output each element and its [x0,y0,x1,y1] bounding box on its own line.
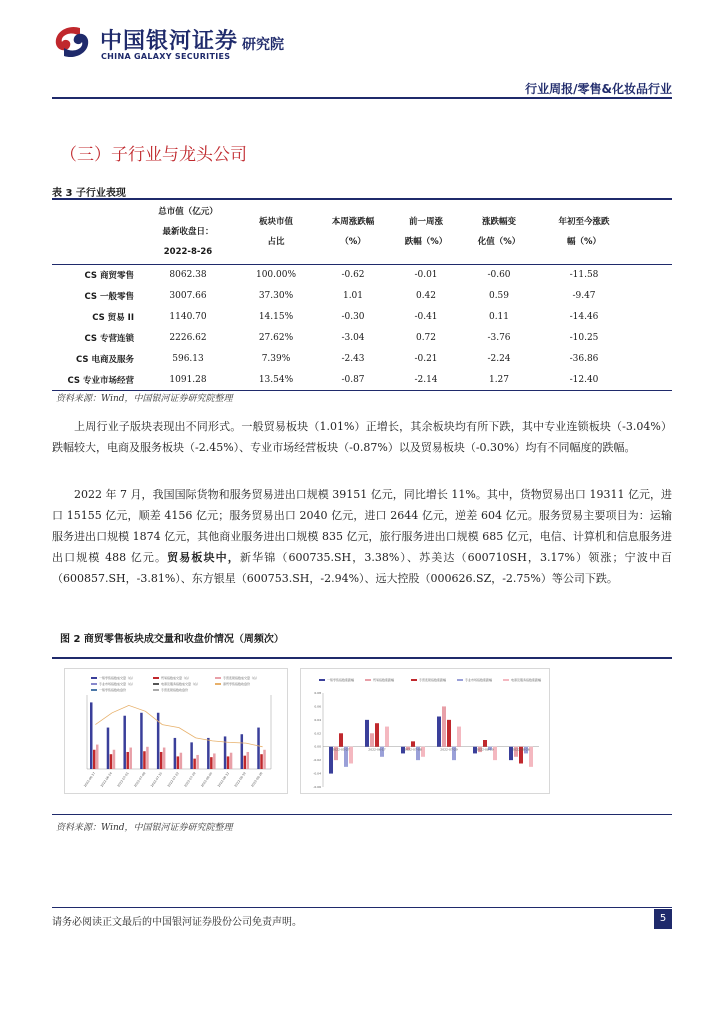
cell-prev: -0.21 [414,354,438,364]
report-category: 行业周报/零售&化妆品行业 [525,82,672,96]
legend-swatch [153,683,159,685]
figure-bottom-rule [52,814,672,815]
cell-delta: -3.76 [487,333,511,343]
cell-mcap: 3007.66 [169,291,207,301]
cell-mcap: 8062.38 [169,270,207,281]
volume-bar [143,751,146,769]
cell-ytd: -9.47 [572,291,596,301]
cell-week: -0.87 [341,374,365,385]
cell-name: CS 专业市场经营 [67,375,134,386]
x-tick-label: 2022-07-08 [404,747,422,752]
cell-name: CS 专营连锁 [84,334,134,344]
header-share-line1: 板块市值 [258,217,293,227]
header-delta [462,199,536,265]
legend-swatch [91,689,97,691]
cell-name: CS 电商及服务 [76,355,134,365]
legend-swatch [91,677,97,679]
header-prev [390,199,462,265]
table-header-row [52,199,672,265]
disclaimer-note: 请务必阅读正文最后的中国银河证券股份公司免责声明。 [52,917,302,928]
y-tick-label: 0.08 [314,691,321,695]
figure-caption: 图 2 商贸零售板块成交量和收盘价情况（周频次） [60,634,284,645]
x-tick-label: 2022-05-27 [332,747,350,752]
volume-bar [129,748,132,769]
legend-swatch [457,679,463,681]
table-row [52,349,672,370]
volume-bar [107,728,110,769]
volume-bar [126,752,129,769]
volume-bar [180,753,183,769]
figure-source: 资料来源：Wind，中国银河证券研究院整理 [56,823,233,833]
volume-bar [123,716,126,769]
cell-mcap: 596.13 [172,354,204,364]
table-source: 资料来源：Wind，中国银河证券研究院整理 [56,394,233,404]
cell-mcap: 1140.70 [169,312,207,322]
paragraph2-bold: 贸易板块中， [167,551,240,564]
legend-swatch [215,683,221,685]
cell-week: -3.04 [341,333,365,343]
cell-spacer [632,349,672,370]
logo-english-name: CHINA GALAXY SECURITIES [101,52,231,61]
volume-bar [230,753,233,769]
volume-bar [196,755,199,769]
x-tick-label: 2022-07-22 [166,771,180,788]
cell-prev: 0.72 [415,333,437,343]
table-row [52,328,672,349]
cell-week: -2.43 [341,354,365,364]
change-bar [339,733,343,746]
header-share-line2: 占比 [267,237,285,247]
cell-ytd: -14.46 [569,312,599,322]
volume-bar [224,736,227,769]
cell-prev: -2.14 [414,374,438,385]
change-bar [370,733,374,746]
legend-label: 电商及服务指数成交量（右） [161,682,201,686]
y-tick-label: 0.04 [314,717,321,722]
logo-chinese-name: 中国银河证券 [100,29,239,54]
subsector-table [52,198,672,391]
y-tick-label: 0.00 [314,744,321,749]
volume-bar [177,756,180,769]
cell-ytd: -12.40 [569,374,599,385]
x-tick-label: 2022-08-26 [512,747,530,752]
close-price-line [95,705,262,746]
header-divider [52,97,672,99]
volume-bar [193,759,196,769]
volume-bar [140,713,143,769]
legend-swatch [319,679,325,681]
volume-bar [260,754,263,769]
legend-label: 电商及服务指数涨跌幅 [511,678,542,682]
legend-label: 贸易指数成交量（右） [161,676,192,680]
cell-spacer [632,328,672,349]
x-tick-label: 2022-06-17 [368,747,386,752]
cell-ytd: -10.25 [569,333,599,343]
legend-label: 专业市场指数成交量（右） [99,682,136,686]
header-ytd [536,199,632,265]
section-title: （三）子行业与龙头公司 [60,145,247,165]
volume-bar [90,702,93,769]
cell-name: CS 贸易 II [92,313,134,323]
cell-week: 1.01 [342,291,364,301]
cell-share: 13.54% [258,374,294,385]
change-bar [442,706,446,746]
change-bar [385,727,389,747]
volume-bar [190,742,193,769]
volume-bar [113,750,116,769]
x-tick-label: 2022-07-15 [149,771,164,788]
change-bar [365,720,369,747]
legend-label: 专营连锁指数涨跌幅 [419,678,447,682]
x-tick-label: 2022-07-01 [116,771,130,788]
y-tick-label: -0.02 [313,758,321,763]
legend-label: 商贸零售指数收盘价 [223,682,251,686]
x-tick-label: 2022-07-29 [440,747,458,752]
volume-bar [160,752,163,769]
y-tick-label: -0.06 [313,785,321,789]
volume-bar [227,756,230,769]
change-bar [457,727,461,747]
cell-delta: 0.59 [488,291,510,301]
legend-label: 贸易指数涨跌幅 [373,678,395,682]
volume-bar [110,754,113,769]
legend-swatch [503,679,509,681]
header-delta-line2: 化值（%） [477,237,521,247]
x-tick-label: 2022-06-17 [82,771,97,788]
volume-bar [247,752,250,769]
cell-prev: -0.41 [414,312,438,322]
legend-label: 一般零售指数涨跌幅 [327,678,355,682]
header-mcap [140,199,236,265]
cell-delta: -0.60 [487,270,511,281]
figure-top-rule [52,657,672,659]
cell-prev: -0.01 [414,270,438,281]
page-number: 5 [654,909,672,929]
header-week-line1: 本周涨跌幅 [331,217,375,227]
cell-share: 27.62% [258,333,294,343]
galaxy-logo-icon [50,22,94,62]
table-caption: 表 3 子行业表现 [52,188,126,199]
volume-bar [146,747,149,769]
volume-bar [244,756,247,769]
volume-bar [241,734,244,769]
chart-volume-close [64,668,288,794]
legend-swatch [153,689,159,691]
cell-spacer [632,307,672,328]
x-tick-label: 2022-08-05 [199,771,214,788]
x-tick-label: 2022-06-24 [99,771,113,788]
legend-label: 专营连锁指数成交量（右） [223,676,260,680]
paragraph2-text-b: 新华锦（600735.SH，3.38%）、苏美达（600710SH，3.17%）领涨；宁波中百（600857.SH，-3.81%）、东方银星（600753.SH，-2.94%）、远大控股（000626.SZ，-2.75%）等公司下跌。 [52,551,673,585]
table-row [52,265,672,286]
header-week-line2: （%） [340,237,366,247]
x-tick-label: 2022-08-19 [233,771,247,788]
x-tick-label: 2022-07-29 [183,771,197,788]
x-tick-label: 2022-08-19 [476,747,494,752]
header-mcap-line3: 2022-8-26 [163,247,213,257]
table-row [52,286,672,307]
change-bar [447,720,451,747]
volume-bar [174,738,177,769]
logo-institute: 研究院 [242,37,284,53]
y-tick-label: -0.04 [313,771,321,776]
y-tick-label: 0.02 [314,731,321,736]
cell-ytd: -36.86 [569,354,599,364]
legend-swatch [365,679,371,681]
paragraph-subsector-performance [52,416,672,458]
header-share [236,199,316,265]
volume-bar [96,745,99,769]
cell-delta: -2.24 [487,354,511,364]
cell-spacer [632,265,672,286]
legend-swatch [411,679,417,681]
volume-bar [163,748,166,769]
volume-bar [210,757,213,769]
cell-share: 100.00% [255,270,297,281]
legend-label: 专营连锁指数收盘价 [161,688,189,692]
legend-label: 一般零售指数收盘价 [99,688,127,692]
header-spacer [632,199,672,265]
legend-swatch [91,683,97,685]
x-tick-label: 2022-08-26 [250,771,264,788]
volume-bar [257,728,260,769]
volume-bar [93,750,96,769]
header-ytd-line2: 幅（%） [566,237,602,247]
cell-mcap: 1091.28 [169,374,207,385]
cell-name: CS 商贸零售 [84,271,134,282]
change-bar [437,717,441,747]
footer-divider [52,907,672,908]
header-ytd-line1: 年初至今涨跌 [558,217,610,227]
header-week [316,199,390,265]
change-bar [483,740,487,747]
cell-spacer [632,286,672,307]
header-mcap-line2: 最新收盘日： [162,227,214,237]
cell-share: 37.30% [258,291,294,301]
chart-weekly-change-svg [301,669,551,795]
cell-share: 7.39% [261,354,291,364]
cell-ytd: -11.58 [569,270,599,281]
cell-share: 14.15% [258,312,294,322]
y-tick-label: 0.06 [314,704,321,709]
cell-week: -0.62 [341,270,365,281]
company-logo [44,18,304,64]
legend-label: 一般零售指数成交量（右） [99,676,136,680]
paragraph2-text-a: 2022 年 7 月，我国国际货物和服务贸易进出口规模 39151 亿元，同比增长 11%。其中，货物贸易出口 19311 亿元，进口 15155 亿元，顺差 4156 亿元；服务贸易出口 2040 亿元，进口 2644 亿元，逆差 604 亿元。服务贸易主要项目为：运输服务进出口规模 1874 亿元，其他商业服务进出口规模 835 亿元，旅行服务进出口规模 685 亿元，电信、计算机和信息服务进出口规模 488 亿元。 [52,488,672,564]
paragraph-trade [52,484,672,589]
change-bar [411,741,415,746]
volume-bar [263,750,266,769]
cell-prev: 0.42 [415,291,437,301]
header-prev-line1: 前一周涨 [408,217,443,227]
volume-bar [207,738,210,769]
chart-weekly-change [300,668,550,794]
volume-bar [213,753,216,769]
cell-name: CS 一般零售 [84,292,134,302]
header-mcap-line1: 总市值（亿元） [158,207,218,217]
cell-mcap: 2226.62 [169,333,207,343]
header-delta-line1: 涨跌幅变 [481,217,516,227]
chart-volume-close-svg [65,669,289,795]
cell-delta: 0.11 [488,312,510,322]
header-prev-line2: 跌幅（%） [404,237,448,247]
paragraph1-text: 上周行业子版块表现出不同形式。一般贸易板块（1.01%）正增长，其余板块均有所下跌，其中专业连锁板块（-3.04%）跌幅较大，电商及服务板块（-2.45%）、专业市场经营板块（-0.87%）以及贸易板块（-0.30%）均有不同幅度的跌幅。 [52,420,672,454]
cell-week: -0.30 [341,312,365,322]
cell-spacer [632,370,672,391]
table-row [52,370,672,391]
legend-swatch [215,677,221,679]
legend-label: 专业市场指数涨跌幅 [465,678,493,682]
cell-delta: 1.27 [488,374,510,385]
x-tick-label: 2022-07-08 [133,771,147,788]
header-name [52,199,140,265]
legend-swatch [153,677,159,679]
change-bar [375,723,379,747]
table-row [52,307,672,328]
x-tick-label: 2022-08-12 [216,771,231,788]
